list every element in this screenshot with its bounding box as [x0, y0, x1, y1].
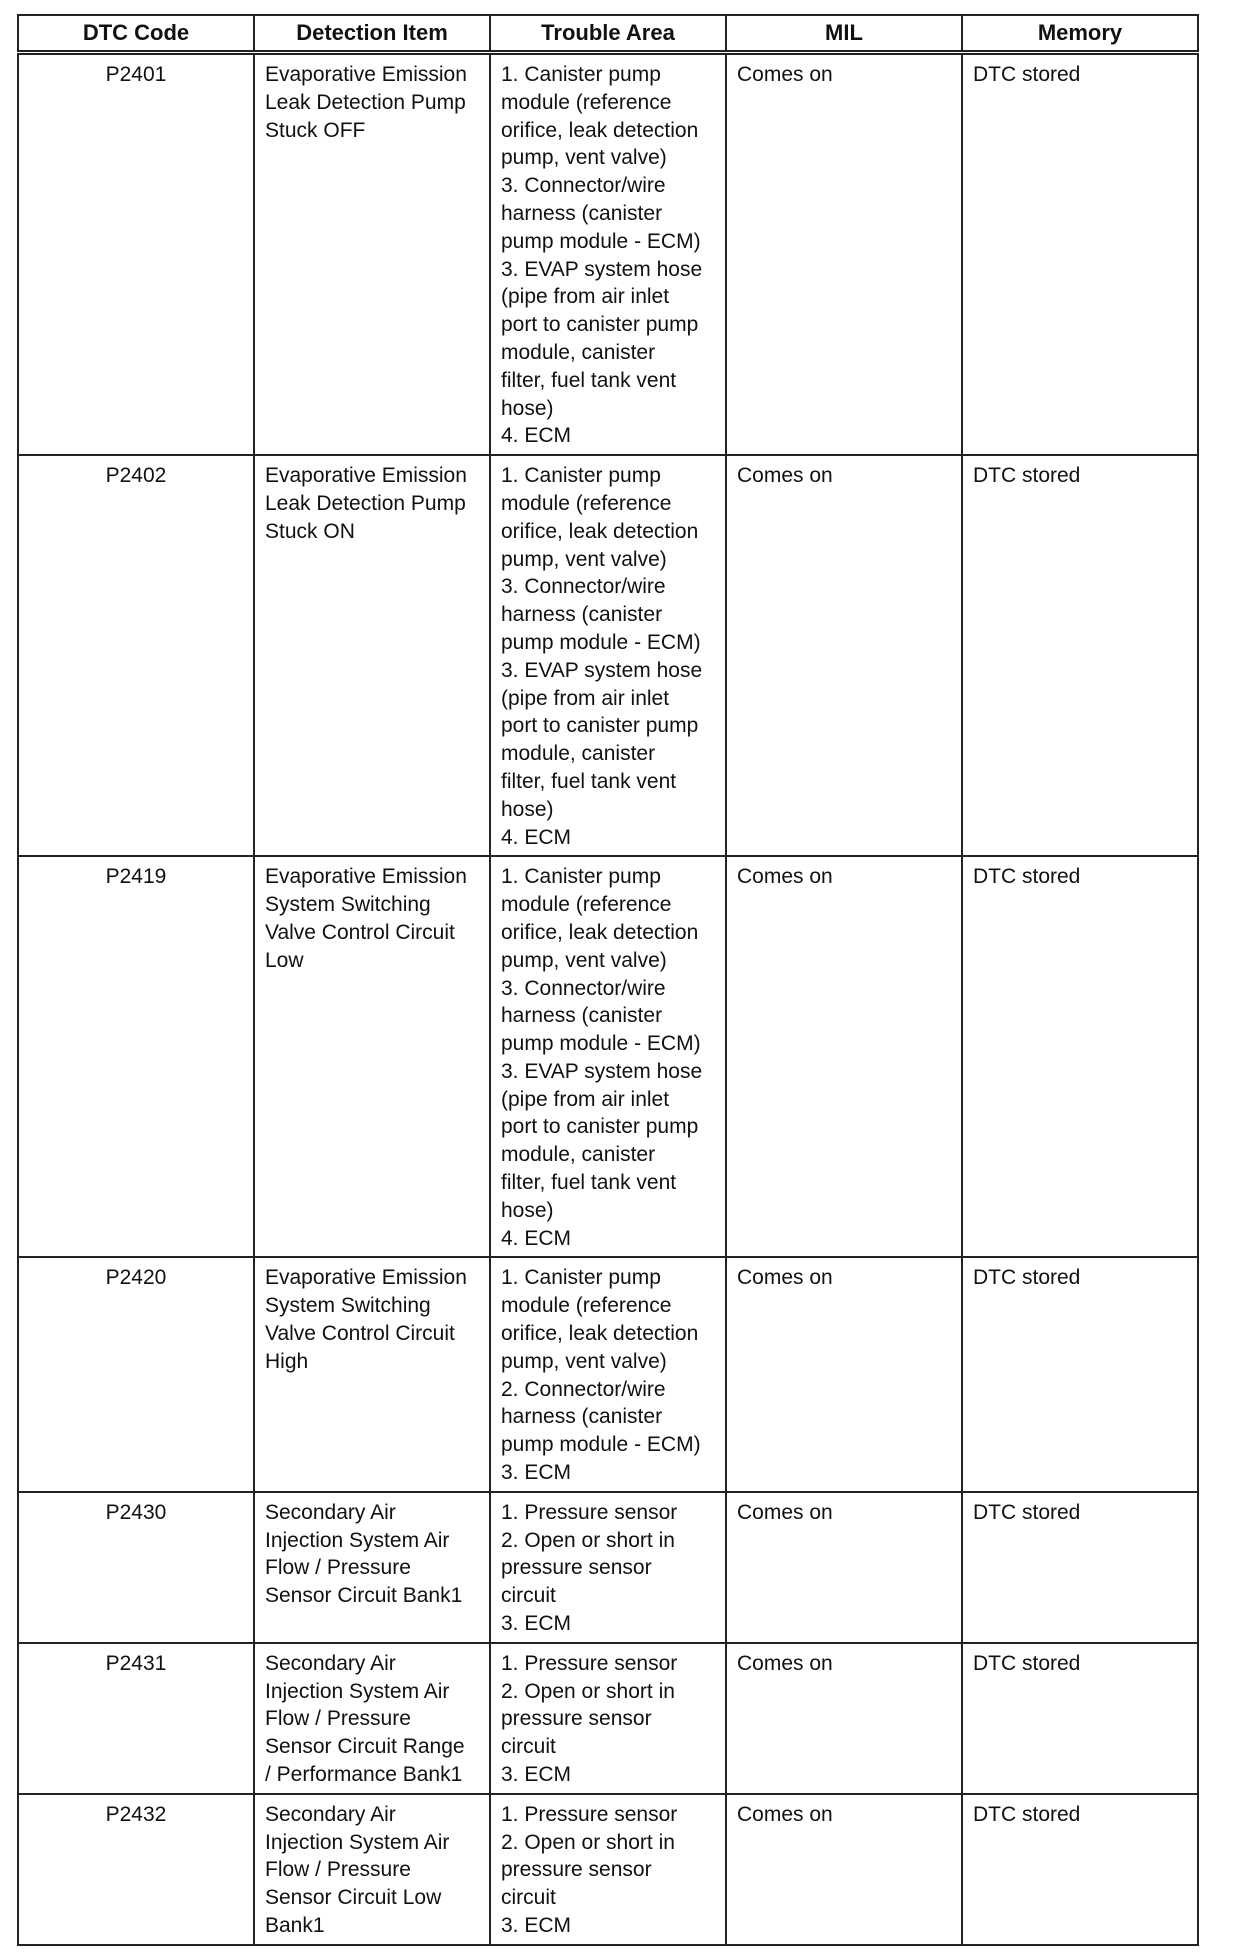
table-row: [18, 455, 1198, 856]
memory-cell: DTC stored: [962, 455, 1198, 856]
detection-item-line: Sensor Circuit Bank1: [265, 1584, 463, 1608]
trouble-area-line: 1. Canister pump: [501, 464, 661, 488]
trouble-area-line: filter, fuel tank vent: [501, 368, 677, 392]
trouble-area-line: circuit: [501, 1886, 556, 1910]
trouble-area-line: 3. ECM: [501, 1763, 572, 1787]
trouble-area-line: 1. Pressure sensor: [501, 1500, 678, 1524]
trouble-area-line: pressure sensor: [501, 1858, 652, 1882]
trouble-area-cell: [490, 455, 726, 856]
dtc-code-cell: P2431: [18, 1643, 254, 1794]
detection-item-line: Sensor Circuit Range: [265, 1735, 465, 1759]
trouble-area-line: port to canister pump: [501, 714, 699, 738]
detection-item-cell: [254, 455, 490, 856]
detection-item-line: Leak Detection Pump: [265, 491, 466, 515]
memory-cell: DTC stored: [962, 1643, 1198, 1794]
detection-item-cell: [254, 856, 490, 1257]
dtc-code-cell: P2420: [18, 1257, 254, 1491]
trouble-area-line: port to canister pump: [501, 313, 699, 337]
detection-item-cell: [254, 1257, 490, 1491]
memory-cell: DTC stored: [962, 856, 1198, 1257]
trouble-area-line: circuit: [501, 1584, 556, 1608]
detection-item-line: Evaporative Emission: [265, 1266, 467, 1290]
trouble-area-line: (pipe from air inlet: [501, 285, 670, 309]
trouble-area-cell: [490, 1643, 726, 1794]
trouble-area-cell: [490, 53, 726, 456]
trouble-area-line: (pipe from air inlet: [501, 1087, 670, 1111]
trouble-area-line: 1. Canister pump: [501, 1266, 661, 1290]
header-dtc-code: DTC Code: [18, 15, 254, 53]
trouble-area-line: module, canister: [501, 742, 656, 766]
detection-item-line: Secondary Air: [265, 1802, 396, 1826]
trouble-area-line: pump module - ECM): [501, 1433, 701, 1457]
detection-item-line: Low: [265, 948, 304, 972]
trouble-area-line: module, canister: [501, 340, 656, 364]
detection-item-line: High: [265, 1349, 309, 1373]
header-memory: Memory: [962, 15, 1198, 53]
dtc-code-cell: P2430: [18, 1492, 254, 1643]
detection-item-cell: [254, 1794, 490, 1945]
trouble-area-line: 1. Canister pump: [501, 865, 661, 889]
trouble-area-cell: [490, 1492, 726, 1643]
trouble-area-line: filter, fuel tank vent: [501, 769, 677, 793]
trouble-area-line: pump, vent valve): [501, 146, 667, 170]
trouble-area-line: orifice, leak detection: [501, 118, 699, 142]
trouble-area-line: 2. Open or short in: [501, 1679, 675, 1703]
trouble-area-line: orifice, leak detection: [501, 519, 699, 543]
detection-item-line: Sensor Circuit Low: [265, 1886, 442, 1910]
trouble-area-line: pump module - ECM): [501, 229, 701, 253]
memory-cell: DTC stored: [962, 1492, 1198, 1643]
detection-item-line: Valve Control Circuit: [265, 920, 455, 944]
table-row: [18, 856, 1198, 1257]
trouble-area-line: module (reference: [501, 491, 672, 515]
trouble-area-line: port to canister pump: [501, 1115, 699, 1139]
trouble-area-line: 3. ECM: [501, 1461, 572, 1485]
trouble-area-cell: [490, 856, 726, 1257]
trouble-area-line: 3. ECM: [501, 1612, 572, 1636]
trouble-area-line: harness (canister: [501, 603, 663, 627]
detection-item-line: Evaporative Emission: [265, 464, 467, 488]
trouble-area-line: 3. EVAP system hose: [501, 1059, 703, 1083]
mil-cell: Comes on: [726, 1257, 962, 1491]
mil-cell: Comes on: [726, 1794, 962, 1945]
dtc-code-cell: P2402: [18, 455, 254, 856]
trouble-area-line: orifice, leak detection: [501, 920, 699, 944]
trouble-area-line: 3. Connector/wire: [501, 174, 666, 198]
detection-item-line: Injection System Air: [265, 1528, 450, 1552]
memory-cell: DTC stored: [962, 53, 1198, 456]
trouble-area-line: 3. EVAP system hose: [501, 257, 703, 281]
trouble-area-cell: [490, 1257, 726, 1491]
trouble-area-line: 1. Canister pump: [501, 63, 661, 86]
header-mil: MIL: [726, 15, 962, 53]
detection-item-line: / Performance Bank1: [265, 1763, 463, 1787]
detection-item-line: Flow / Pressure: [265, 1858, 411, 1882]
table-row: [18, 1492, 1198, 1643]
dtc-code-cell: P2419: [18, 856, 254, 1257]
trouble-area-line: module (reference: [501, 90, 672, 114]
trouble-area-line: orifice, leak detection: [501, 1322, 699, 1346]
table-row: [18, 1643, 1198, 1794]
mil-cell: Comes on: [726, 455, 962, 856]
detection-item-line: Evaporative Emission: [265, 865, 467, 889]
mil-cell: Comes on: [726, 53, 962, 456]
trouble-area-line: pump, vent valve): [501, 547, 667, 571]
detection-item-line: Leak Detection Pump: [265, 90, 466, 114]
trouble-area-line: 4. ECM: [501, 424, 572, 448]
detection-item-line: Bank1: [265, 1914, 325, 1937]
trouble-area-line: module (reference: [501, 1294, 672, 1318]
trouble-area-line: 2. Open or short in: [501, 1528, 675, 1552]
header-trouble-area: Trouble Area: [490, 15, 726, 53]
trouble-area-line: 3. ECM: [501, 1914, 572, 1937]
detection-item-line: Stuck OFF: [265, 118, 366, 142]
detection-item-cell: [254, 1492, 490, 1643]
mil-cell: Comes on: [726, 1643, 962, 1794]
trouble-area-line: hose): [501, 1198, 554, 1222]
trouble-area-line: 1. Pressure sensor: [501, 1802, 678, 1826]
trouble-area-line: 2. Connector/wire: [501, 1377, 666, 1401]
trouble-area-line: 4. ECM: [501, 825, 572, 849]
trouble-area-line: 2. Open or short in: [501, 1830, 675, 1854]
trouble-area-line: circuit: [501, 1735, 556, 1759]
detection-item-line: Secondary Air: [265, 1651, 396, 1675]
trouble-area-line: hose): [501, 797, 554, 821]
detection-item-cell: [254, 53, 490, 456]
detection-item-line: System Switching: [265, 893, 431, 917]
trouble-area-line: 3. Connector/wire: [501, 575, 666, 599]
trouble-area-line: hose): [501, 396, 554, 420]
table-row: [18, 53, 1198, 456]
trouble-area-line: 1. Pressure sensor: [501, 1651, 678, 1675]
trouble-area-line: harness (canister: [501, 1405, 663, 1429]
header-detection-item: Detection Item: [254, 15, 490, 53]
trouble-area-line: pump, vent valve): [501, 948, 667, 972]
detection-item-line: Injection System Air: [265, 1830, 450, 1854]
trouble-area-line: module, canister: [501, 1143, 656, 1167]
detection-item-line: Stuck ON: [265, 519, 355, 543]
detection-item-line: Flow / Pressure: [265, 1707, 411, 1731]
trouble-area-line: pump, vent valve): [501, 1349, 667, 1373]
trouble-area-line: pump module - ECM): [501, 1032, 701, 1056]
detection-item-line: Flow / Pressure: [265, 1556, 411, 1580]
dtc-code-cell: P2432: [18, 1794, 254, 1945]
trouble-area-line: (pipe from air inlet: [501, 686, 670, 710]
table-row: [18, 1794, 1198, 1945]
dtc-table: [17, 14, 1199, 1946]
table-row: [18, 1257, 1198, 1491]
dtc-code-cell: P2401: [18, 53, 254, 456]
detection-item-cell: [254, 1643, 490, 1794]
mil-cell: Comes on: [726, 856, 962, 1257]
trouble-area-line: 3. EVAP system hose: [501, 658, 703, 682]
header-row: [18, 15, 1198, 53]
trouble-area-line: 3. Connector/wire: [501, 976, 666, 1000]
detection-item-line: Injection System Air: [265, 1679, 450, 1703]
trouble-area-line: harness (canister: [501, 201, 663, 225]
detection-item-line: Valve Control Circuit: [265, 1322, 455, 1346]
trouble-area-cell: [490, 1794, 726, 1945]
trouble-area-line: pressure sensor: [501, 1707, 652, 1731]
detection-item-line: System Switching: [265, 1294, 431, 1318]
detection-item-line: Secondary Air: [265, 1500, 396, 1524]
trouble-area-line: pressure sensor: [501, 1556, 652, 1580]
trouble-area-line: harness (canister: [501, 1004, 663, 1028]
trouble-area-line: pump module - ECM): [501, 630, 701, 654]
memory-cell: DTC stored: [962, 1257, 1198, 1491]
trouble-area-line: 4. ECM: [501, 1226, 572, 1250]
table-body: [18, 53, 1198, 1945]
trouble-area-line: filter, fuel tank vent: [501, 1171, 677, 1195]
detection-item-line: Evaporative Emission: [265, 63, 467, 86]
mil-cell: Comes on: [726, 1492, 962, 1643]
trouble-area-line: module (reference: [501, 893, 672, 917]
memory-cell: DTC stored: [962, 1794, 1198, 1945]
